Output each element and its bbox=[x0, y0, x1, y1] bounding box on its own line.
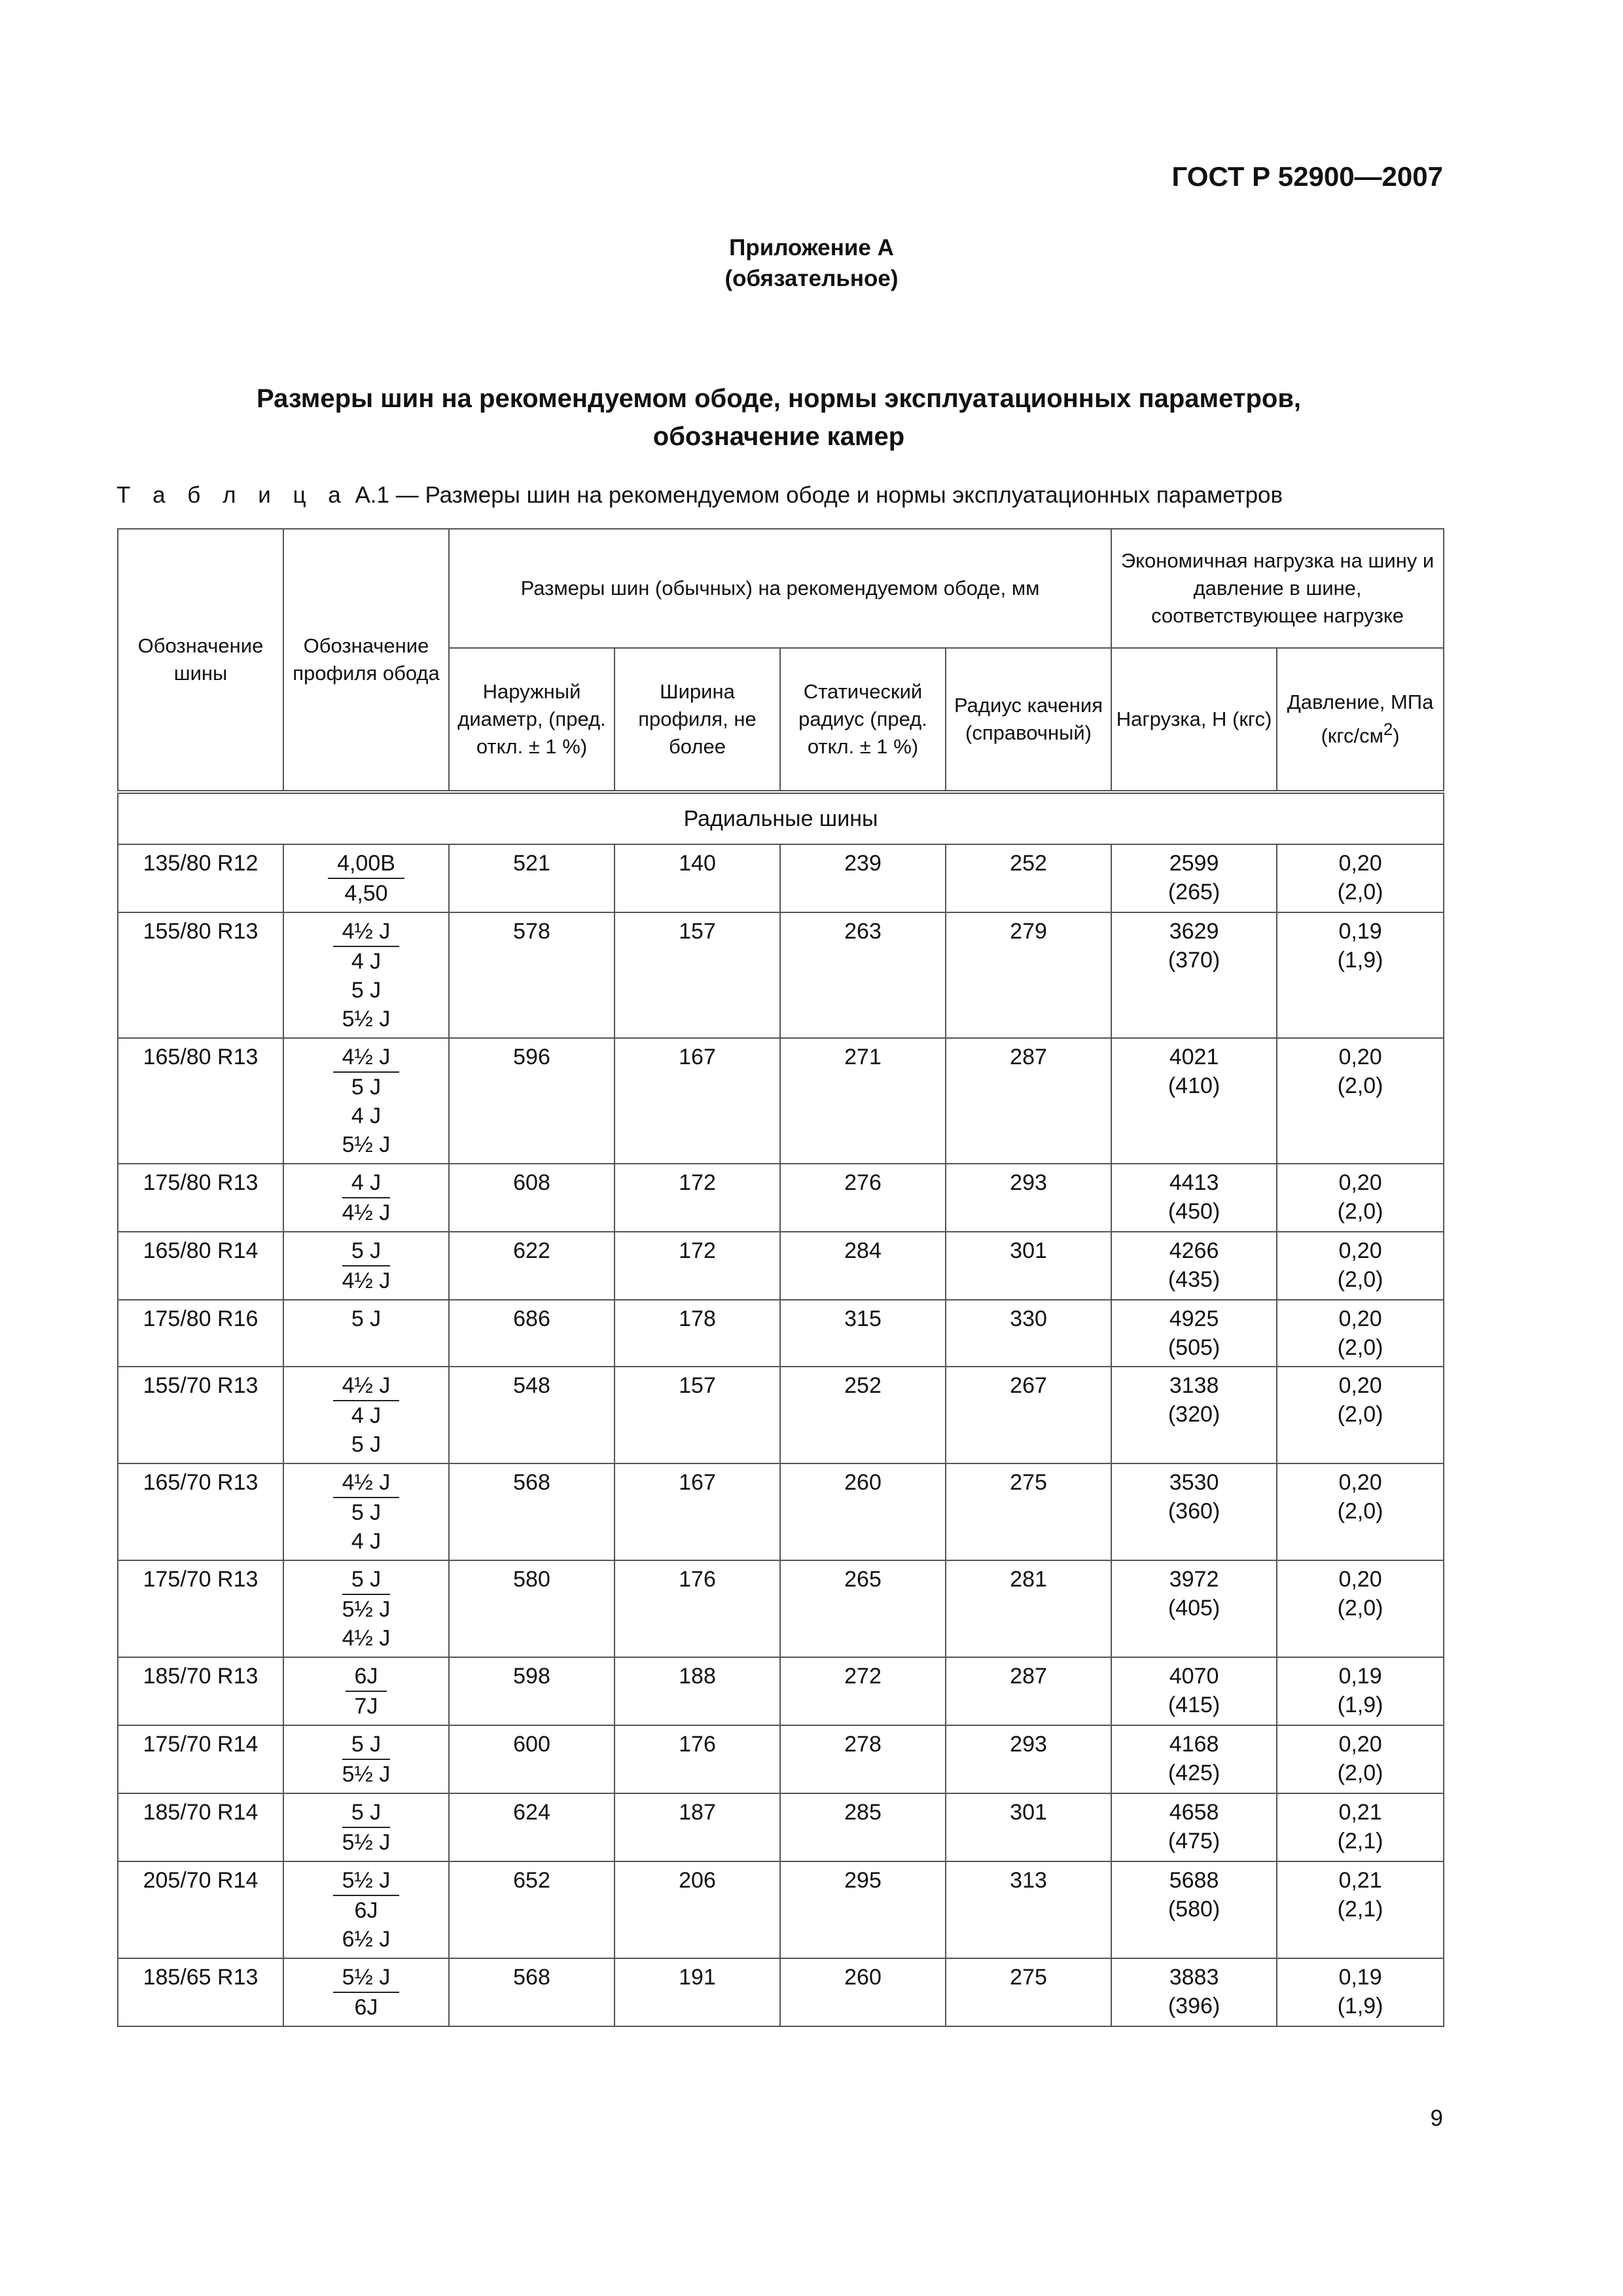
static-radius-cell: 278 bbox=[780, 1725, 946, 1793]
pressure-cell: 0,19 (1,9) bbox=[1277, 912, 1444, 1038]
load-cell: 5688 (580) bbox=[1111, 1861, 1277, 1958]
tire-designation-cell: 185/70 R13 bbox=[118, 1657, 283, 1725]
header-economic-load-group: Экономичная нагрузка на шину и давление в шине, соответствующее нагрузке bbox=[1111, 529, 1444, 648]
annex-title-line-1: Размеры шин на рекомендуемом ободе, нормы эксплуатационных параметров, bbox=[256, 384, 1302, 413]
table-row bbox=[118, 1038, 1444, 1164]
tire-designation-cell: 175/80 R16 bbox=[118, 1300, 283, 1367]
profile-width-cell: 157 bbox=[615, 1367, 780, 1463]
annex-status: (обязательное) bbox=[724, 266, 899, 291]
rim-profile-cell: 5½ J 6J bbox=[283, 1958, 449, 2026]
table-row bbox=[118, 912, 1444, 1038]
tire-designation-cell: 165/80 R14 bbox=[118, 1232, 283, 1300]
annex-title-line-2: обозначение камер bbox=[652, 422, 905, 451]
outer-diameter-cell: 622 bbox=[449, 1232, 615, 1300]
rim-profile-cell: 4 J 4½ J bbox=[283, 1164, 449, 1232]
rolling-radius-cell: 301 bbox=[946, 1793, 1111, 1861]
pressure-cell: 0,19 (1,9) bbox=[1277, 1958, 1444, 2026]
outer-diameter-cell: 652 bbox=[449, 1861, 615, 1958]
profile-width-cell: 172 bbox=[615, 1232, 780, 1300]
outer-diameter-cell: 568 bbox=[449, 1958, 615, 2026]
tire-designation-cell: 175/70 R13 bbox=[118, 1560, 283, 1657]
page-number: 9 bbox=[1430, 2106, 1443, 2131]
pressure-cell: 0,20 (2,0) bbox=[1277, 1164, 1444, 1232]
load-cell: 4168 (425) bbox=[1111, 1725, 1277, 1793]
rim-profile-cell: 5 J 5½ J 4½ J bbox=[283, 1560, 449, 1657]
profile-width-cell: 188 bbox=[615, 1657, 780, 1725]
pressure-cell: 0,19 (1,9) bbox=[1277, 1657, 1444, 1725]
tire-dimensions-table bbox=[117, 528, 1444, 2027]
tire-designation-cell: 175/70 R14 bbox=[118, 1725, 283, 1793]
outer-diameter-cell: 578 bbox=[449, 912, 615, 1038]
tire-designation-cell: 165/70 R13 bbox=[118, 1463, 283, 1560]
standard-code: ГОСТ Р 52900—2007 bbox=[1171, 161, 1443, 192]
static-radius-cell: 315 bbox=[780, 1300, 946, 1367]
rolling-radius-cell: 293 bbox=[946, 1164, 1111, 1232]
static-radius-cell: 284 bbox=[780, 1232, 946, 1300]
header-profile-width: Ширина профиля, не более bbox=[615, 648, 780, 792]
static-radius-cell: 260 bbox=[780, 1463, 946, 1560]
pressure-cell: 0,20 (2,0) bbox=[1277, 1560, 1444, 1657]
outer-diameter-cell: 600 bbox=[449, 1725, 615, 1793]
table-row bbox=[118, 1164, 1444, 1232]
table-row bbox=[118, 844, 1444, 912]
static-radius-cell: 272 bbox=[780, 1657, 946, 1725]
static-radius-cell: 252 bbox=[780, 1367, 946, 1463]
rim-profile-cell: 4,00B 4,50 bbox=[283, 844, 449, 912]
profile-width-cell: 140 bbox=[615, 844, 780, 912]
rim-profile-cell: 4½ J 4 J 5 J bbox=[283, 1367, 449, 1463]
load-cell: 4070 (415) bbox=[1111, 1657, 1277, 1725]
static-radius-cell: 295 bbox=[780, 1861, 946, 1958]
load-cell: 3883 (396) bbox=[1111, 1958, 1277, 2026]
load-cell: 3530 (360) bbox=[1111, 1463, 1277, 1560]
rim-profile-cell: 5 J 5½ J bbox=[283, 1725, 449, 1793]
table-row bbox=[118, 1958, 1444, 2026]
rim-profile-cell: 5 J 4½ J bbox=[283, 1232, 449, 1300]
header-rolling-radius: Радиус качения (справочный) bbox=[946, 648, 1111, 792]
static-radius-cell: 239 bbox=[780, 844, 946, 912]
profile-width-cell: 172 bbox=[615, 1164, 780, 1232]
rolling-radius-cell: 330 bbox=[946, 1300, 1111, 1367]
header-outer-diameter: Наружный диаметр, (пред. откл. ± 1 %) bbox=[449, 648, 615, 792]
outer-diameter-cell: 548 bbox=[449, 1367, 615, 1463]
table-row bbox=[118, 1560, 1444, 1657]
profile-width-cell: 167 bbox=[615, 1038, 780, 1164]
pressure-cell: 0,21 (2,1) bbox=[1277, 1861, 1444, 1958]
rim-profile-cell: 6J 7J bbox=[283, 1657, 449, 1725]
outer-diameter-cell: 624 bbox=[449, 1793, 615, 1861]
pressure-cell: 0,20 (2,0) bbox=[1277, 844, 1444, 912]
pressure-cell: 0,20 (2,0) bbox=[1277, 1463, 1444, 1560]
static-radius-cell: 271 bbox=[780, 1038, 946, 1164]
rim-profile-cell: 4½ J 5 J 4 J bbox=[283, 1463, 449, 1560]
table-row bbox=[118, 1463, 1444, 1560]
outer-diameter-cell: 568 bbox=[449, 1463, 615, 1560]
rolling-radius-cell: 281 bbox=[946, 1560, 1111, 1657]
rolling-radius-cell: 313 bbox=[946, 1861, 1111, 1958]
pressure-cell: 0,20 (2,0) bbox=[1277, 1367, 1444, 1463]
table-row bbox=[118, 1793, 1444, 1861]
section-title: Радиальные шины bbox=[118, 792, 1444, 844]
table-row bbox=[118, 1232, 1444, 1300]
table-row bbox=[118, 1300, 1444, 1367]
tire-designation-cell: 185/65 R13 bbox=[118, 1958, 283, 2026]
table-caption-prefix: Т а б л и ц а bbox=[116, 482, 349, 508]
static-radius-cell: 265 bbox=[780, 1560, 946, 1657]
rolling-radius-cell: 287 bbox=[946, 1038, 1111, 1164]
header-load: Нагрузка, Н (кгс) bbox=[1111, 648, 1277, 792]
rolling-radius-cell: 252 bbox=[946, 844, 1111, 912]
load-cell: 3138 (320) bbox=[1111, 1367, 1277, 1463]
tire-designation-cell: 185/70 R14 bbox=[118, 1793, 283, 1861]
pressure-cell: 0,20 (2,0) bbox=[1277, 1725, 1444, 1793]
tire-designation-cell: 205/70 R14 bbox=[118, 1861, 283, 1958]
profile-width-cell: 191 bbox=[615, 1958, 780, 2026]
table-caption bbox=[116, 482, 1283, 509]
static-radius-cell: 285 bbox=[780, 1793, 946, 1861]
tire-designation-cell: 155/70 R13 bbox=[118, 1367, 283, 1463]
rim-profile-cell: 4½ J 4 J 5 J 5½ J bbox=[283, 912, 449, 1038]
annex-title bbox=[0, 380, 1558, 456]
table-row bbox=[118, 1367, 1444, 1463]
profile-width-cell: 176 bbox=[615, 1725, 780, 1793]
profile-width-cell: 176 bbox=[615, 1560, 780, 1657]
load-cell: 4925 (505) bbox=[1111, 1300, 1277, 1367]
tire-designation-cell: 175/80 R13 bbox=[118, 1164, 283, 1232]
tire-designation-cell: 135/80 R12 bbox=[118, 844, 283, 912]
rolling-radius-cell: 267 bbox=[946, 1367, 1111, 1463]
pressure-cell: 0,20 (2,0) bbox=[1277, 1038, 1444, 1164]
profile-width-cell: 178 bbox=[615, 1300, 780, 1367]
outer-diameter-cell: 521 bbox=[449, 844, 615, 912]
profile-width-cell: 206 bbox=[615, 1861, 780, 1958]
pressure-cell: 0,20 (2,0) bbox=[1277, 1232, 1444, 1300]
rolling-radius-cell: 279 bbox=[946, 912, 1111, 1038]
load-cell: 3972 (405) bbox=[1111, 1560, 1277, 1657]
pressure-cell: 0,21 (2,1) bbox=[1277, 1793, 1444, 1861]
load-cell: 2599 (265) bbox=[1111, 844, 1277, 912]
load-cell: 4658 (475) bbox=[1111, 1793, 1277, 1861]
header-pressure: Давление, МПа $(кгс/см^2)$ bbox=[1277, 648, 1444, 792]
outer-diameter-cell: 686 bbox=[449, 1300, 615, 1367]
outer-diameter-cell: 608 bbox=[449, 1164, 615, 1232]
profile-width-cell: 157 bbox=[615, 912, 780, 1038]
header-dimensions-group: Размеры шин (обычных) на рекомендуемом ободе, мм bbox=[449, 529, 1111, 648]
pressure-cell: 0,20 (2,0) bbox=[1277, 1300, 1444, 1367]
annex-heading bbox=[0, 232, 1623, 294]
rolling-radius-cell: 275 bbox=[946, 1463, 1111, 1560]
tire-designation-cell: 165/80 R13 bbox=[118, 1038, 283, 1164]
static-radius-cell: 276 bbox=[780, 1164, 946, 1232]
table-row bbox=[118, 1725, 1444, 1793]
rim-profile-cell: 5 J bbox=[283, 1300, 449, 1367]
load-cell: 3629 (370) bbox=[1111, 912, 1277, 1038]
header-rim-profile: Обозначение профиля обода bbox=[283, 529, 449, 792]
outer-diameter-cell: 598 bbox=[449, 1657, 615, 1725]
tire-designation-cell: 155/80 R13 bbox=[118, 912, 283, 1038]
rolling-radius-cell: 293 bbox=[946, 1725, 1111, 1793]
rim-profile-cell: 5 J 5½ J bbox=[283, 1793, 449, 1861]
load-cell: 4413 (450) bbox=[1111, 1164, 1277, 1232]
table-row bbox=[118, 1861, 1444, 1958]
header-tire-designation: Обозначение шины bbox=[118, 529, 283, 792]
table-row bbox=[118, 1657, 1444, 1725]
annex-label: Приложение А bbox=[729, 235, 894, 260]
static-radius-cell: 260 bbox=[780, 1958, 946, 2026]
profile-width-cell: 167 bbox=[615, 1463, 780, 1560]
static-radius-cell: 263 bbox=[780, 912, 946, 1038]
load-cell: 4266 (435) bbox=[1111, 1232, 1277, 1300]
header-static-radius: Статический радиус (пред. откл. ± 1 %) bbox=[780, 648, 946, 792]
rim-profile-cell: 5½ J 6J 6½ J bbox=[283, 1861, 449, 1958]
rolling-radius-cell: 287 bbox=[946, 1657, 1111, 1725]
outer-diameter-cell: 580 bbox=[449, 1560, 615, 1657]
profile-width-cell: 187 bbox=[615, 1793, 780, 1861]
outer-diameter-cell: 596 bbox=[449, 1038, 615, 1164]
load-cell: 4021 (410) bbox=[1111, 1038, 1277, 1164]
rolling-radius-cell: 301 bbox=[946, 1232, 1111, 1300]
table-caption-text: А.1 — Размеры шин на рекомендуемом ободе и нормы эксплуатационных параметров bbox=[348, 482, 1283, 508]
rim-profile-cell: 4½ J 5 J 4 J 5½ J bbox=[283, 1038, 449, 1164]
rolling-radius-cell: 275 bbox=[946, 1958, 1111, 2026]
